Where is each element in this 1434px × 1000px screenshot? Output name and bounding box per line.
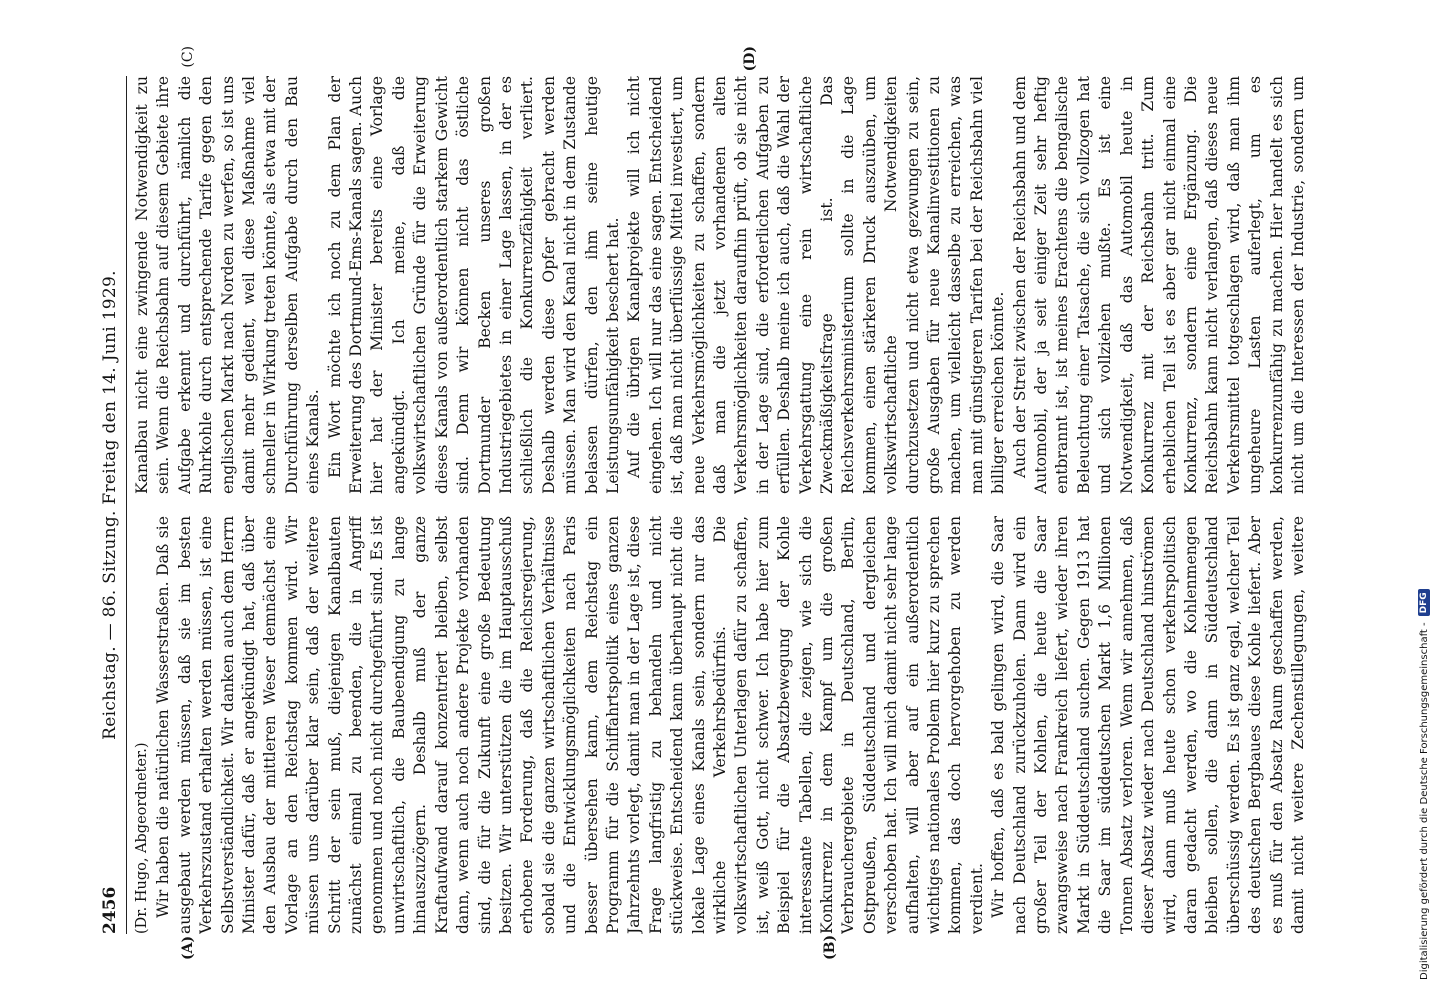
page-number: 2456 xyxy=(100,886,120,934)
side-caption-inner xyxy=(1414,20,1434,980)
running-title: Reichstag. — 86. Sitzung. Freitag den 14. Juni 1929. xyxy=(100,270,120,740)
side-caption xyxy=(1414,20,1434,980)
paragraph: Wir haben die natürlichen Wasserstraßen. Daß sie ausgebaut werden müssen, daß sie im besten Verkehrszustand erhalten werden müssen, ist eine Selbstverständlichkeit. Wir danken auch dem Herrn Minister dafür, daß er angekündigt hat, daß über den Ausbau der mittleren Weser demnächst eine Vorlage an den Reichstag kommen wird. Wir müssen uns darüber klar sein, daß der weitere Schritt der sein muß, diejenigen Kanalbauten zunächst einmal zu beenden, die in Angriff genommen und noch nicht durchgeführt sind. Es ist unwirtschaftlich, die Baubeendigung zu lange hinauszuzögern. Deshalb muß der ganze Kraftaufwand darauf konzentriert bleiben, selbst dann, wenn auch noch andere Projekte vorhanden sind, die für die Zukunft eine große Bedeutung besitzen. Wir unterstützen die im Hauptausschuß erhobene Forderung, daß die Reichsregierung, sobald sie die ganzen wirtschaftlichen Verhältnisse und die Entwicklungsmöglichkeiten nach Paris besser übersehen kann, dem Reichstag ein Programm für die Schiffahrtspolitik eines ganzen Jahrzehnts vorlegt, damit man in der Lage ist, diese Frage langfristig zu behandeln und nicht stückweise. Entscheidend kann überhaupt nicht die lokale Lage eines Kanals sein, sondern nur das wirkliche Verkehrsbedürfnis. Die volkswirtschaftlichen Unterlagen dafür zu schaffen, ist, weiß Gott, nicht schwer. Ich habe hier zum Beispiel für die Absatzbewegung der Kohle interessante Tabellen, die zeigen, wie sich die Konkurrenz in dem Kampf um die großen Verbrauchergebiete in Deutschland, Berlin, Ostpreußen, Süddeutschland und dergleichen verschoben hat. Ich will mich damit nicht sehr lange aufhalten, will aber auf ein außerordentlich wichtiges nationales Problem hier kurz zu sprechen kommen, das doch hervorgehoben zu werden verdient. xyxy=(154,516,986,934)
margin-marker-d: (D) xyxy=(742,46,758,72)
margin-marker-c: (C) xyxy=(180,46,196,68)
rotated-scan-page xyxy=(90,46,1316,960)
speaker-line: (Dr. Hugo, Abgeordneter.) xyxy=(134,742,150,934)
left-column xyxy=(132,516,1308,934)
margin-marker-a: (A) xyxy=(180,935,196,960)
paragraph: Kanalbau nicht eine zwingende Notwendigkeit zu sein. Wenn die Reichsbahn auf diesem Gebiete ihre Aufgabe erkennt und durchführt, nämlich die Ruhrkohle durch entsprechende Tarife gegen den englischen Markt nach Norden zu werfen, so ist uns damit mehr gedient, weil diese Maßnahme viel schneller in Wirkung treten könnte, als etwa mit der Durchführung derselben Aufgabe durch den Bau eines Kanals. xyxy=(133,76,323,494)
margin-marker-b: (B) xyxy=(822,934,838,960)
dfg-logo-badge: DFG xyxy=(1418,589,1430,616)
paragraph: Auch der Streit zwischen der Reichsbahn und dem Automobil, der ja seit einiger Zeit sehr heftig entbrannt ist, ist meines Erachtens die bengalische Beleuchtung einer Tatsache, die sich vollzogen hat und sich vollziehen mußte. Es ist eine Notwendigkeit, daß das Automobil heute in Konkurrenz mit der Reichsbahn tritt. Zum erheblichen Teil ist es aber gar nicht einmal eine Konkurrenz, sondern eine Ergänzung. Die Reichsbahn kann nicht verlangen, daß dieses neue Verkehrsmittel totgeschlagen wird, daß man ihm ungeheure Lasten auferlegt, um es konkurrenzunfähig zu machen. Hier handelt es sich nicht um die Interessen der Industrie, sondern um xyxy=(1010,76,1307,494)
paragraph: Wir hoffen, daß es bald gelingen wird, die Saar nach Deutschland zurückzuholen. Dann wird ein großer Teil der Kohlen, die heute die Saar zwangsweise nach Frankreich liefert, wieder ihren Markt in Süddeutschland suchen. Gegen 1913 hat die Saar im süddeutschen Markt 1,6 Millionen Tonnen Absatz verloren. Wenn wir annehmen, daß dieser Absatz wieder nach Deutschland hinströmen wird, dann muß heute schon verkehrspolitisch daran gedacht werden, wo die Kohlenmengen bleiben sollen, die dann in Süddeutschland überschüssig werden. Es ist ganz egal, welcher Teil des deutschen Bergbaues diese Kohle liefert. Aber es muß für den Absatz Raum geschaffen werden, damit nicht weitere Zechenstillegungen, weitere xyxy=(989,516,1307,934)
funding-note: Digitalisierung gefördert durch die Deutsche Forschungsgemeinschaft - xyxy=(1418,622,1430,980)
paragraph: Auf die übrigen Kanalprojekte will ich nicht eingehen. Ich will nur das eine sagen. Entscheidend ist, daß man nicht überflüssige Mittel investiert, um neue Verkehrsmöglichkeiten zu schaffen, sondern daß man die jetzt vorhandenen alten Verkehrsmöglichkeiten daraufhin prüft, ob sie nicht in der Lage sind, die erforderlichen Aufgaben zu erfüllen. Deshalb meine ich auch, daß die Wahl der Verkehrsgattung eine rein wirtschaftliche Zweckmäßigkeitsfrage ist. Das Reichsverkehrsministerium sollte in die Lage kommen, einen stärkeren Druck auszuüben, um volkswirtschaftliche Notwendigkeiten durchzusetzen und nicht etwa gezwungen zu sein, große Ausgaben für neue Kanalinvestitionen zu machen, um vielleicht dasselbe zu erreichen, was man mit günstigeren Tarifen bei der Reichsbahn viel billiger erreichen könnte. xyxy=(625,76,1008,494)
page-header xyxy=(96,76,127,934)
paragraph: Ein Wort möchte ich noch zu dem Plan der Erweiterung des Dortmund-Ems-Kanals sagen. Auch hier hat der Minister bereits eine Vorlage angekündigt. Ich meine, daß die volkswirtschaftlichen Gründe für die Erweiterung dieses Kanals von außerordentlich starkem Gewicht sind. Denn wir können nicht das östliche Dortmunder Becken unseres großen Industriegebietes in einer Lage lassen, in der es schließlich die Konkurrenzfähigkeit verliert. Deshalb werden diese Opfer gebracht werden müssen. Man wird den Kanal nicht in dem Zustande belassen dürfen, den ihm seine heutige Leistungsunfähigkeit beschert hat. xyxy=(325,76,622,494)
text-columns xyxy=(132,46,1308,960)
document-page xyxy=(90,46,1316,960)
right-column xyxy=(132,76,1308,494)
